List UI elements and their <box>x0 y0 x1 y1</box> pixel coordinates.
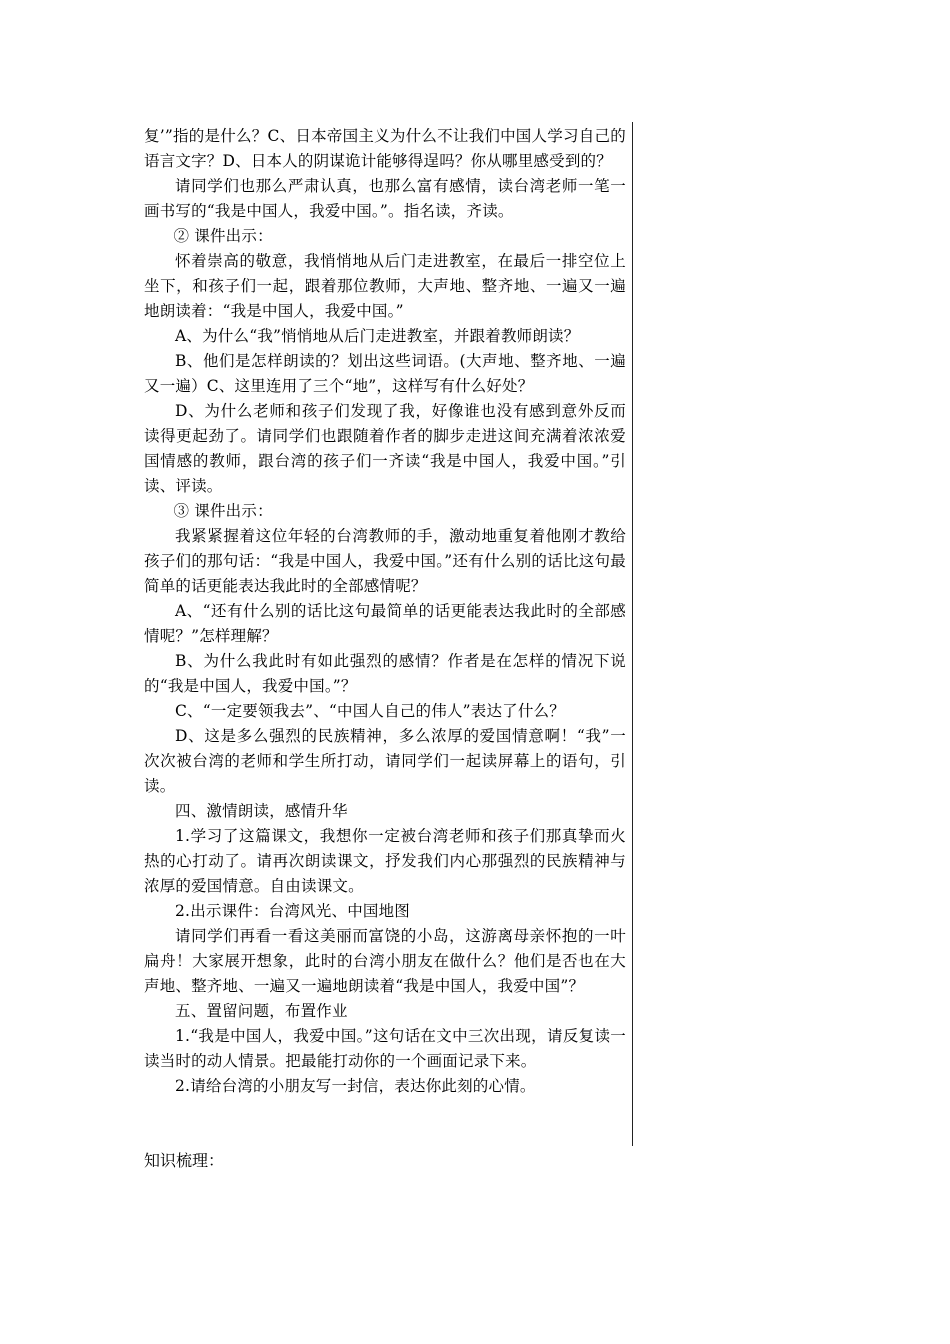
question-d-1: D、为什么老师和孩子们发现了我，好像谁也没有感到意外反而读得更起劲了。请同学们也跟随着作者的脚步走进这间充满着浓浓爱国情感的教师，跟台湾的孩子们一齐读“我是中国人，我爱中国。”引读、评读。 <box>144 402 626 495</box>
item-5-1: 1.“我是中国人，我爱中国。”这句话在文中三次出现，请反复读一读当时的动人情景。把最能打动你的一个画面记录下来。 <box>144 1027 626 1070</box>
item-4-2: 2.出示课件：台湾风光、中国地图 <box>175 902 410 920</box>
lesson-plan-body <box>144 124 626 1099</box>
knowledge-summary-heading: 知识梳理： <box>144 1151 225 1170</box>
question-b-1: B、他们是怎样朗读的？划出这些词语。(大声地、整齐地、一遍又一遍）C、这里连用了三个“地”，这样写有什么好处？ <box>144 352 626 395</box>
item-5-2: 2.请给台湾的小朋友写一封信，表达你此刻的心情。 <box>175 1077 536 1095</box>
paragraph-taiwan-imagination: 请同学们再看一看这美丽而富饶的小岛，这游离母亲怀抱的一叶扁舟！大家展开想象，此时的台湾小朋友在做什么？他们是否也在大声地、整齐地、一遍又一遍地朗读着“我是中国人，我爱中国”？ <box>144 927 626 995</box>
question-a-1: A、为什么“我”悄悄地从后门走进教室，并跟着教师朗读？ <box>175 327 580 345</box>
paragraph-question-continuation: 复’”指的是什么？C、日本帝国主义为什么不让我们中国人学习自己的语言文字？D、日本人的阴谋诡计能够得逞吗？你从哪里感受到的？ <box>144 127 626 170</box>
question-b-2: B、为什么我此时有如此强烈的感情？作者是在怎样的情况下说的“我是中国人，我爱中国。”？ <box>144 652 626 695</box>
question-d-2: D、这是多么强烈的民族精神，多么浓厚的爱国情意啊！“我”一次次被台湾的老师和学生所打动，请同学们一起读屏幕上的语句，引读。 <box>144 727 626 795</box>
section-heading-4: 四、激情朗读，感情升华 <box>175 802 348 820</box>
paragraph-reading-instruction: 请同学们也那么严肃认真，也那么富有感情，读台湾老师一笔一画书写的“我是中国人，我爱中国。”。指名读，齐读。 <box>144 177 626 220</box>
question-c-2: C、“一定要领我去”、“中国人自己的伟人”表达了什么？ <box>175 702 565 720</box>
paragraph-handshake-quote: 我紧紧握着这位年轻的台湾教师的手，激动地重复着他刚才教给孩子们的那句话：“我是中国人，我爱中国。”还有什么别的话比这句最简单的话更能表达我此时的全部感情呢？ <box>144 527 626 595</box>
table-right-border <box>632 122 633 1146</box>
courseware-heading-3: ③ 课件出示： <box>173 502 273 520</box>
question-a-2: A、“还有什么别的话比这句最简单的话更能表达我此时的全部感情呢？”怎样理解？ <box>144 602 626 645</box>
courseware-heading-2: ② 课件出示： <box>173 227 273 245</box>
paragraph-classroom-quote: 怀着崇高的敬意，我悄悄地从后门走进教室，在最后一排空位上坐下，和孩子们一起，跟着那位教师，大声地、整齐地、一遍又一遍地朗读着：“我是中国人，我爱中国。” <box>144 252 626 320</box>
section-heading-5: 五、置留问题，布置作业 <box>175 1002 348 1020</box>
item-4-1: 1.学习了这篇课文，我想你一定被台湾老师和孩子们那真挚而火热的心打动了。请再次朗读课文，抒发我们内心那强烈的民族精神与浓厚的爱国情意。自由读课文。 <box>144 827 626 895</box>
